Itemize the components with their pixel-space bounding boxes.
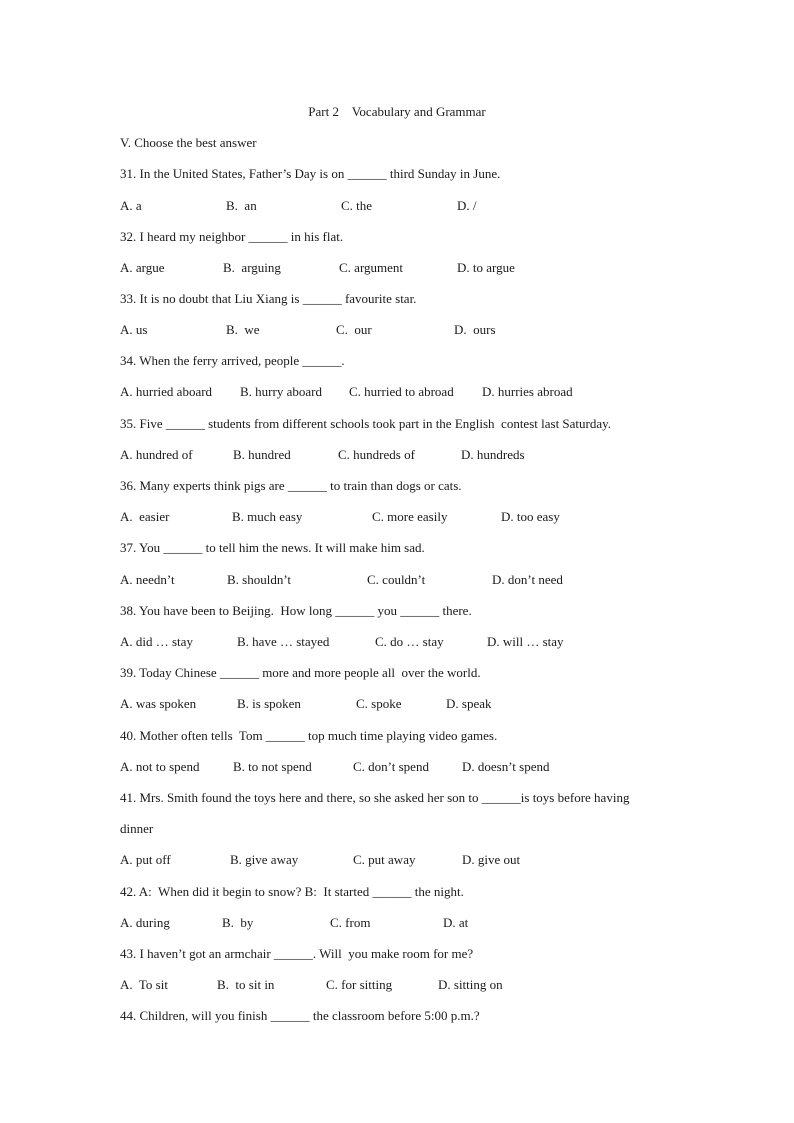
q31-option-a[interactable]: A. a bbox=[120, 198, 142, 213]
q43-option-a[interactable]: A. To sit bbox=[120, 977, 168, 992]
q37-option-d[interactable]: D. don’t need bbox=[492, 572, 563, 587]
question-33: 33. It is no doubt that Liu Xiang is ______ favourite star. bbox=[120, 291, 417, 306]
question-31: 31. In the United States, Father’s Day is on ______ third Sunday in June. bbox=[120, 166, 501, 181]
q35-option-a[interactable]: A. hundred of bbox=[120, 447, 193, 462]
q36-option-b[interactable]: B. much easy bbox=[232, 509, 303, 524]
q35-option-c[interactable]: C. hundreds of bbox=[338, 447, 415, 462]
q41-option-b[interactable]: B. give away bbox=[230, 852, 299, 867]
q40-option-d[interactable]: D. doesn’t spend bbox=[462, 759, 550, 774]
q34-option-b[interactable]: B. hurry aboard bbox=[240, 384, 322, 399]
section-heading: V. Choose the best answer bbox=[120, 135, 257, 150]
q32-option-b[interactable]: B. arguing bbox=[223, 260, 281, 275]
q38-option-d[interactable]: D. will … stay bbox=[487, 634, 564, 649]
question-39: 39. Today Chinese ______ more and more people all over the world. bbox=[120, 665, 481, 680]
q35-option-b[interactable]: B. hundred bbox=[233, 447, 291, 462]
q31-option-b[interactable]: B. an bbox=[226, 198, 257, 213]
q35-option-d[interactable]: D. hundreds bbox=[461, 447, 525, 462]
q41-option-a[interactable]: A. put off bbox=[120, 852, 171, 867]
question-32: 32. I heard my neighbor ______ in his flat. bbox=[120, 229, 344, 244]
q38-option-a[interactable]: A. did … stay bbox=[120, 634, 193, 649]
q39-option-c[interactable]: C. spoke bbox=[356, 696, 402, 711]
q38-option-b[interactable]: B. have … stayed bbox=[237, 634, 330, 649]
q34-option-d[interactable]: D. hurries abroad bbox=[482, 384, 573, 399]
q39-option-b[interactable]: B. is spoken bbox=[237, 696, 301, 711]
q43-option-c[interactable]: C. for sitting bbox=[326, 977, 393, 992]
q33-option-b[interactable]: B. we bbox=[226, 322, 260, 337]
q31-option-d[interactable]: D. / bbox=[457, 198, 477, 213]
q40-option-a[interactable]: A. not to spend bbox=[120, 759, 200, 774]
question-40: 40. Mother often tells Tom ______ top much time playing video games. bbox=[120, 728, 498, 743]
q42-option-c[interactable]: C. from bbox=[330, 915, 371, 930]
q34-option-a[interactable]: A. hurried aboard bbox=[120, 384, 213, 399]
q41-option-d[interactable]: D. give out bbox=[462, 852, 521, 867]
q43-option-b[interactable]: B. to sit in bbox=[217, 977, 275, 992]
q43-option-d[interactable]: D. sitting on bbox=[438, 977, 503, 992]
q40-option-c[interactable]: C. don’t spend bbox=[353, 759, 429, 774]
q33-option-a[interactable]: A. us bbox=[120, 322, 148, 337]
question-43: 43. I haven’t got an armchair ______. Will you make room for me? bbox=[120, 946, 474, 961]
question-36: 36. Many experts think pigs are ______ to train than dogs or cats. bbox=[120, 478, 462, 493]
q36-option-a[interactable]: A. easier bbox=[120, 509, 170, 524]
question-34: 34. When the ferry arrived, people ______. bbox=[120, 353, 345, 368]
q33-option-c[interactable]: C. our bbox=[336, 322, 372, 337]
question-38: 38. You have been to Beijing. How long ______ you ______ there. bbox=[120, 603, 472, 618]
q32-option-d[interactable]: D. to argue bbox=[457, 260, 515, 275]
q42-option-a[interactable]: A. during bbox=[120, 915, 170, 930]
q38-option-c[interactable]: C. do … stay bbox=[375, 634, 444, 649]
q32-option-a[interactable]: A. argue bbox=[120, 260, 165, 275]
question-41-continued: dinner bbox=[120, 821, 154, 836]
q39-option-a[interactable]: A. was spoken bbox=[120, 696, 197, 711]
q39-option-d[interactable]: D. speak bbox=[446, 696, 492, 711]
q36-option-d[interactable]: D. too easy bbox=[501, 509, 560, 524]
page-title: Part 2 Vocabulary and Grammar bbox=[308, 104, 486, 119]
q42-option-d[interactable]: D. at bbox=[443, 915, 469, 930]
question-41: 41. Mrs. Smith found the toys here and there, so she asked her son to ______is toys before having bbox=[120, 790, 630, 805]
q41-option-c[interactable]: C. put away bbox=[353, 852, 416, 867]
q37-option-a[interactable]: A. needn’t bbox=[120, 572, 175, 587]
question-35: 35. Five ______ students from different schools took part in the English contest last Saturday. bbox=[120, 416, 612, 431]
q42-option-b[interactable]: B. by bbox=[222, 915, 254, 930]
question-44: 44. Children, will you finish ______ the classroom before 5:00 p.m.? bbox=[120, 1008, 480, 1023]
q34-option-c[interactable]: C. hurried to abroad bbox=[349, 384, 454, 399]
q33-option-d[interactable]: D. ours bbox=[454, 322, 496, 337]
q31-option-c[interactable]: C. the bbox=[341, 198, 373, 213]
q40-option-b[interactable]: B. to not spend bbox=[233, 759, 312, 774]
question-37: 37. You ______ to tell him the news. It will make him sad. bbox=[120, 540, 425, 555]
q36-option-c[interactable]: C. more easily bbox=[372, 509, 448, 524]
question-42: 42. A: When did it begin to snow? B: It started ______ the night. bbox=[120, 884, 464, 899]
q37-option-b[interactable]: B. shouldn’t bbox=[227, 572, 292, 587]
q37-option-c[interactable]: C. couldn’t bbox=[367, 572, 426, 587]
q32-option-c[interactable]: C. argument bbox=[339, 260, 404, 275]
